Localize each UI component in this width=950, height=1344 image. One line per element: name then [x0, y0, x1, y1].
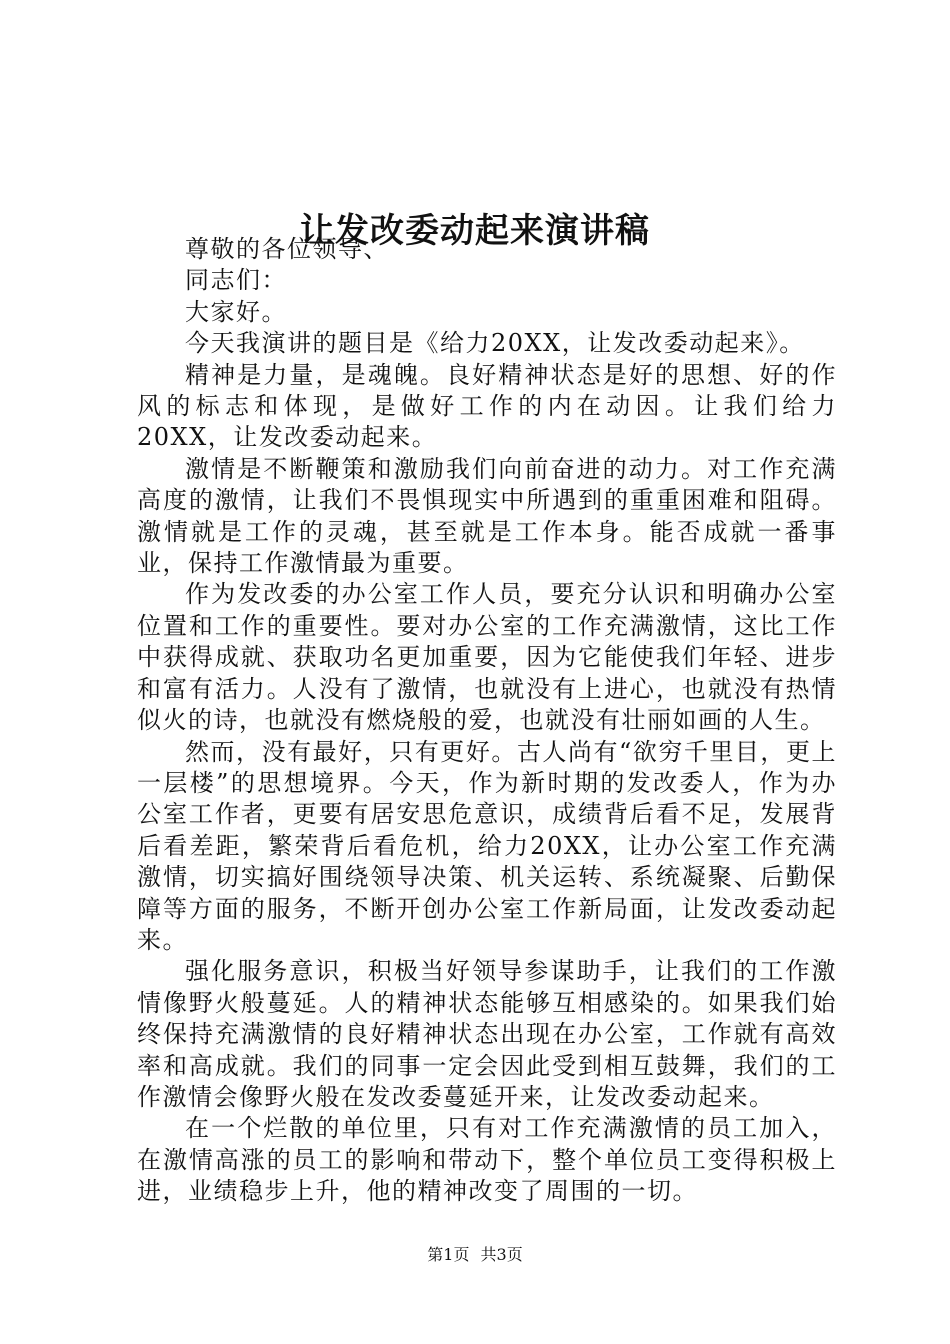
paragraph-body: 在一个烂散的单位里，只有对工作充满激情的员工加入，在激情高涨的员工的影响和带动下，整个单位员工变得积极上进，业绩稳步上升，他的精神改变了周围的一切。 [137, 1114, 837, 1206]
paragraph-salutation-1: 尊敬的各位领导、 [185, 235, 389, 263]
paragraph-body: 作为发改委的办公室工作人员，要充分认识和明确办公室位置和工作的重要性。要对办公室的工作充满激情，这比工作中获得成就、获取功名更加重要，因为它能使我们年轻、进步和富有活力。人没有了激情，也就没有上进心，也就没有热情似火的诗，也就没有燃烧般的爱，也就没有壮丽如画的人生。 [137, 580, 837, 735]
paragraph-body: 激情是不断鞭策和激励我们向前奋进的动力。对工作充满高度的激情，让我们不畏惧现实中所遇到的重重困难和阻碍。激情就是工作的灵魂，甚至就是工作本身。能否成就一番事业，保持工作激情最为重要。 [137, 454, 837, 578]
document-body [137, 234, 837, 1208]
page-footer [0, 1244, 950, 1266]
paragraph-topic: 今天我演讲的题目是《给力20XX，让发改委动起来》。 [185, 329, 805, 358]
page-total: 共3页 [480, 1245, 523, 1264]
paragraph-body: 强化服务意识，积极当好领导参谋助手，让我们的工作激情像野火般蔓延。人的精神状态能够互相感染的。如果我们始终保持充满激情的良好精神状态出现在办公室，工作就有高效率和高成就。我们的同事一定会因此受到相互鼓舞，我们的工作激情会像野火般在发改委蔓延开来，让发改委动起来。 [137, 957, 837, 1111]
paragraph-body: 然而，没有最好，只有更好。古人尚有“欲穷千里目，更上一层楼”的思想境界。今天，作为新时期的发改委人，作为办公室工作者，更要有居安思危意识，成绩背后看不足，发展背后看差距，繁荣背后看危机，给力20XX，让办公室工作充满激情，切实搞好围绕领导决策、机关运转、系统凝聚、后勤保障等方面的服务，不断开创办公室工作新局面，让发改委动起来。 [137, 737, 837, 954]
paragraph-salutation-2: 同志们： [185, 266, 287, 295]
document-title: 让发改委动起来演讲稿 [300, 210, 650, 251]
paragraph-body: 精神是力量，是魂魄。良好精神状态是好的思想、好的作风的标志和体现，是做好工作的内在动因。让我们给力20XX，让发改委动起来。 [137, 360, 837, 452]
paragraph-greeting: 大家好。 [185, 297, 287, 326]
page-number: 第1页 [427, 1245, 470, 1264]
